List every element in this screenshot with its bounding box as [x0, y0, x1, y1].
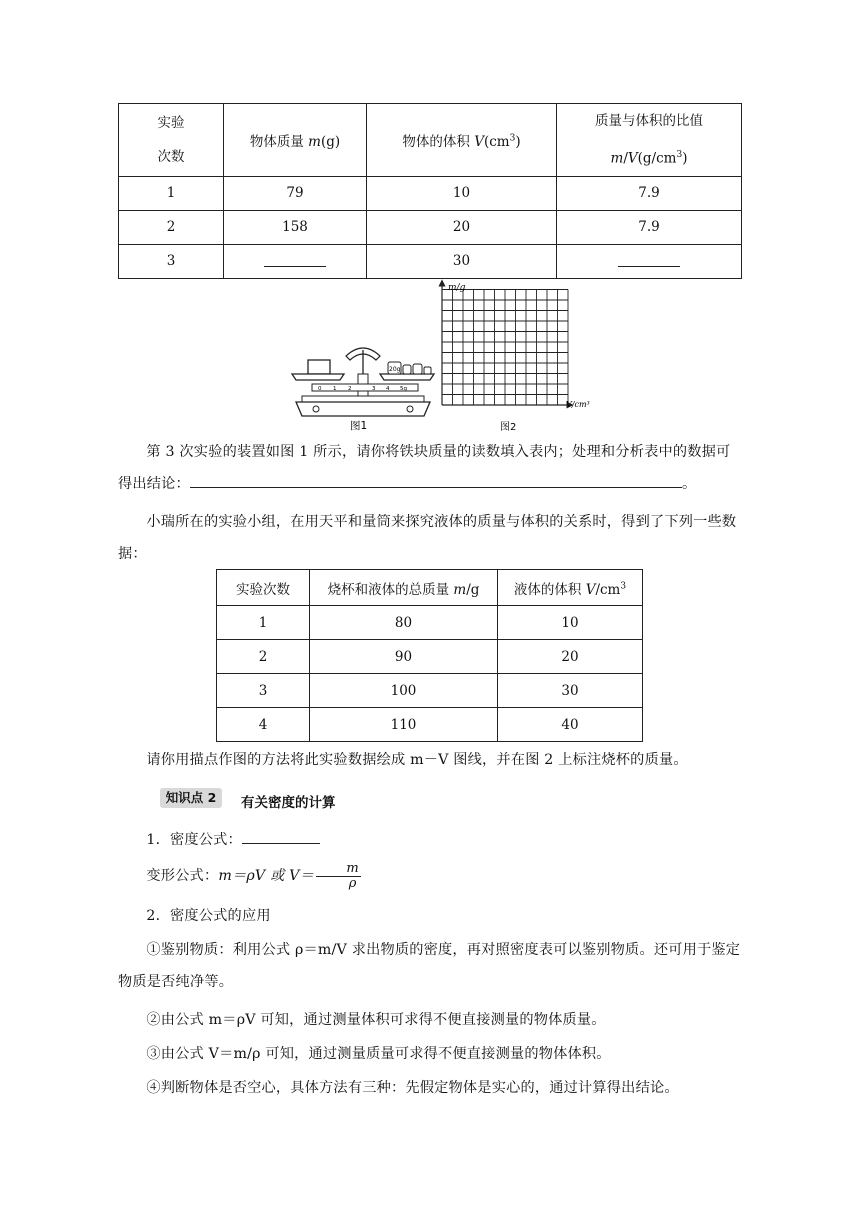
application-item-4: ④判断物体是否空心，具体方法有三种：先假定物体是实心的，通过计算得出结论。 — [146, 1080, 679, 1096]
header-cell: 质量与体积的比值 $m/V(g/cm^3)$ — [557, 104, 742, 177]
experiment-table-2 — [216, 569, 643, 742]
answer-blank-mass[interactable] — [224, 244, 367, 278]
table-row — [217, 674, 643, 708]
iron-block — [308, 360, 330, 374]
tick-label: 0 — [318, 386, 322, 392]
answer-blank-ratio[interactable] — [557, 244, 742, 278]
header-cell: 液体的体积 $V/cm^3$ — [498, 570, 643, 606]
variant-formula: m＝ρV 或 V＝ — [218, 868, 315, 884]
formula-blank[interactable] — [242, 829, 320, 844]
tick-label: 5g — [400, 386, 407, 392]
weight-10g — [413, 364, 422, 374]
table-cell: 20 — [367, 210, 557, 244]
table-cell: 3 — [119, 244, 224, 278]
table-cell: 2 — [119, 210, 224, 244]
table-cell: 158 — [224, 210, 367, 244]
question-paragraph-1 — [118, 436, 744, 500]
tick-label: 4 — [386, 386, 390, 392]
section-heading-2: 2．密度公式的应用 — [146, 908, 271, 924]
table-cell: 1 — [217, 606, 310, 640]
question-text: 第 3 次实验的装置如图 1 所示，请你将铁块质量的读数填入表内；处理和分析表中的数 — [146, 444, 702, 460]
variant-formula-line — [118, 860, 744, 892]
table-row — [119, 244, 742, 278]
table-cell: 20 — [498, 640, 643, 674]
weight-5g — [403, 365, 411, 374]
table-cell: 7.9 — [557, 210, 742, 244]
tick-label: 3 — [372, 386, 376, 392]
table-row — [217, 708, 643, 742]
table-row — [119, 210, 742, 244]
header-trial-line2: 次数 — [157, 148, 185, 165]
table-header-row — [119, 104, 742, 177]
table-row — [119, 176, 742, 210]
table-cell: 10 — [498, 606, 643, 640]
screw — [407, 406, 413, 412]
fraction — [316, 862, 361, 891]
weight-label: 20g — [389, 366, 401, 373]
header-cell — [119, 104, 224, 177]
x-axis-label: V/cm³ — [566, 400, 590, 409]
header-cell: 物体的体积 $V(cm^3)$ — [367, 104, 557, 177]
screw — [313, 406, 319, 412]
formula-line — [118, 824, 744, 856]
table-row — [217, 640, 643, 674]
table-cell: 80 — [310, 606, 498, 640]
header-cell: 烧杯和液体的总质量 m/g — [310, 570, 498, 606]
tick-label: 2 — [348, 386, 352, 392]
question-text: 据可得出结论： — [118, 444, 731, 492]
application-item-3: ③由公式 V＝m/ρ 可知，通过测量质量可求得不便直接测量的物体体积。 — [146, 1046, 611, 1062]
formula-label: 1．密度公式： — [146, 832, 242, 848]
table-cell: 3 — [217, 674, 310, 708]
base-top — [302, 396, 424, 402]
table-cell: 10 — [367, 176, 557, 210]
question-paragraph-2: 小瑞所在的实验小组，在用天平和量筒来探究液体的质量与体积的关系时，得到了下列一些数据： — [118, 514, 737, 562]
left-pan — [292, 374, 344, 380]
table-cell: 30 — [367, 244, 557, 278]
punctuation: 。 — [681, 476, 697, 492]
table-cell: 40 — [498, 708, 643, 742]
y-axis-label: m/g — [448, 283, 466, 293]
header-trial-line1: 实验 — [157, 114, 185, 131]
application-item-2: ②由公式 m＝ρV 可知，通过测量体积可求得不便直接测量的物体质量。 — [146, 1012, 606, 1028]
table-cell: 30 — [498, 674, 643, 708]
table-cell: 1 — [119, 176, 224, 210]
fraction-numerator: m — [316, 862, 361, 877]
table-cell: 90 — [310, 640, 498, 674]
table-cell: 4 — [217, 708, 310, 742]
fig1-caption: 图1 — [350, 420, 368, 432]
application-item-1: ①鉴别物质：利用公式 ρ＝m/V 求出物质的密度，再对照密度表可以鉴别物质。还可用于鉴定物质是否纯净等。 — [118, 942, 741, 990]
table-cell: 2 — [217, 640, 310, 674]
table-row — [217, 606, 643, 640]
variant-label: 变形公式： — [146, 868, 219, 884]
table-cell: 110 — [310, 708, 498, 742]
table-cell: 7.9 — [557, 176, 742, 210]
experiment-table-1 — [118, 103, 742, 279]
weight-small — [424, 367, 431, 374]
table-header-row — [217, 570, 643, 606]
conclusion-blank[interactable] — [190, 473, 682, 488]
table-cell: 79 — [224, 176, 367, 210]
grid-lines — [442, 290, 568, 406]
header-cell: 实验次数 — [217, 570, 310, 606]
question-paragraph-3: 请你用描点作图的方法将此实验数据绘成 m－V 图线，并在图 2 上标注烧杯的质量。 — [146, 752, 688, 768]
tick-label: 1 — [333, 386, 337, 392]
right-pan — [380, 374, 434, 380]
header-cell: 物体质量 m(g) — [224, 104, 367, 177]
fig2-caption: 图2 — [500, 422, 517, 433]
table-cell: 100 — [310, 674, 498, 708]
mv-graph-grid — [434, 279, 604, 433]
knowledge-point-tag: 知识点 2 — [160, 788, 222, 808]
knowledge-point-title: 有关密度的计算 — [241, 795, 336, 811]
fraction-denominator: ρ — [348, 875, 357, 891]
balance-figure — [288, 336, 436, 432]
